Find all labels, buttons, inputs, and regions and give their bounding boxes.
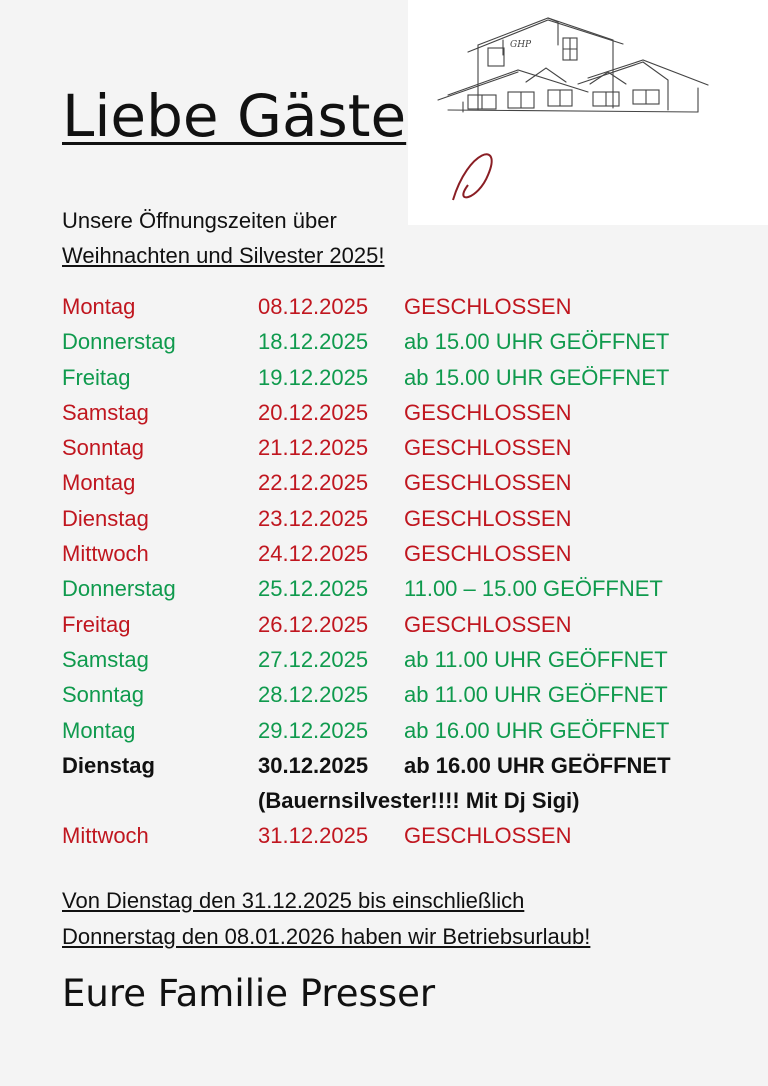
inn-sketch-icon (408, 0, 768, 225)
schedule-status: ab 11.00 UHR GEÖFFNET (404, 682, 668, 708)
schedule-day: Samstag (62, 646, 149, 672)
schedule-day: Freitag (62, 364, 131, 390)
page-title: Liebe Gäste (62, 82, 407, 150)
schedule-date: 26.12.2025 (258, 611, 369, 637)
holiday-notice-line-2: Donnerstag den 08.01.2026 haben wir Betriebsurlaub! (62, 924, 591, 949)
schedule-status: GESCHLOSSEN (404, 470, 572, 496)
schedule-date: 25.12.2025 (258, 576, 369, 602)
schedule-status: GESCHLOSSEN (404, 541, 572, 567)
schedule-date: 21.12.2025 (258, 435, 369, 461)
schedule-day: Dienstag (62, 752, 155, 778)
logo (408, 0, 768, 225)
schedule-day: Sonntag (62, 435, 144, 461)
schedule-day: Samstag (62, 399, 149, 425)
signature: Eure Familie Presser (62, 972, 436, 1015)
schedule-status: ab 15.00 UHR GEÖFFNET (404, 329, 670, 355)
intro-line-1: Unsere Öffnungszeiten über (62, 208, 337, 233)
schedule-date: 19.12.2025 (258, 364, 369, 390)
schedule-status: GESCHLOSSEN (404, 435, 572, 461)
schedule-row (62, 431, 742, 466)
holiday-notice-line-1: Von Dienstag den 31.12.2025 bis einschließlich (62, 888, 525, 913)
schedule-status: GESCHLOSSEN (404, 399, 572, 425)
svg-text:GHP: GHP (510, 40, 532, 50)
schedule-note: (Bauernsilvester!!!! Mit Dj Sigi) (258, 788, 580, 814)
schedule-status: ab 16.00 UHR GEÖFFNET (404, 717, 670, 743)
schedule-date: 08.12.2025 (258, 294, 369, 319)
schedule-day: Donnerstag (62, 329, 176, 355)
schedule-day: Donnerstag (62, 576, 176, 602)
schedule-status: GESCHLOSSEN (404, 294, 572, 319)
schedule-row (62, 749, 742, 784)
schedule-row (62, 466, 742, 501)
schedule-date: 22.12.2025 (258, 470, 369, 496)
schedule-row (62, 361, 742, 396)
schedule-status: ab 15.00 UHR GEÖFFNET (404, 364, 670, 390)
schedule-row (62, 643, 742, 678)
opening-hours-list (62, 290, 742, 855)
schedule-day: Montag (62, 470, 136, 496)
intro-line-2: Weihnachten und Silvester 2025! (62, 243, 385, 268)
schedule-row (62, 537, 742, 572)
schedule-row (62, 678, 742, 713)
schedule-date: 28.12.2025 (258, 682, 369, 708)
schedule-day: Montag (62, 717, 136, 743)
schedule-row (62, 784, 742, 819)
schedule-date: 24.12.2025 (258, 541, 369, 567)
schedule-date: 23.12.2025 (258, 505, 369, 531)
schedule-status: ab 16.00 UHR GEÖFFNET (404, 752, 671, 778)
schedule-row (62, 502, 742, 537)
schedule-row (62, 608, 742, 643)
schedule-row (62, 572, 742, 607)
schedule-day: Dienstag (62, 505, 149, 531)
schedule-status: GESCHLOSSEN (404, 823, 572, 849)
schedule-row (62, 396, 742, 431)
schedule-row (62, 714, 742, 749)
schedule-status: GESCHLOSSEN (404, 611, 572, 637)
schedule-day: Sonntag (62, 682, 144, 708)
schedule-day: Freitag (62, 611, 131, 637)
schedule-status: GESCHLOSSEN (404, 505, 572, 531)
schedule-date: 20.12.2025 (258, 399, 369, 425)
schedule-status: 11.00 – 15.00 GEÖFFNET (404, 576, 663, 602)
schedule-day: Mittwoch (62, 823, 149, 849)
schedule-date: 18.12.2025 (258, 329, 369, 355)
schedule-date: 27.12.2025 (258, 646, 369, 672)
schedule-date: 31.12.2025 (258, 823, 369, 849)
schedule-date: 30.12.2025 (258, 752, 369, 778)
schedule-day: Montag (62, 294, 136, 319)
schedule-date: 29.12.2025 (258, 717, 369, 743)
schedule-row (62, 325, 742, 360)
schedule-status: ab 11.00 UHR GEÖFFNET (404, 646, 668, 672)
schedule-day: Mittwoch (62, 541, 149, 567)
schedule-row (62, 290, 742, 325)
schedule-row (62, 819, 742, 854)
holiday-notice (62, 883, 590, 955)
